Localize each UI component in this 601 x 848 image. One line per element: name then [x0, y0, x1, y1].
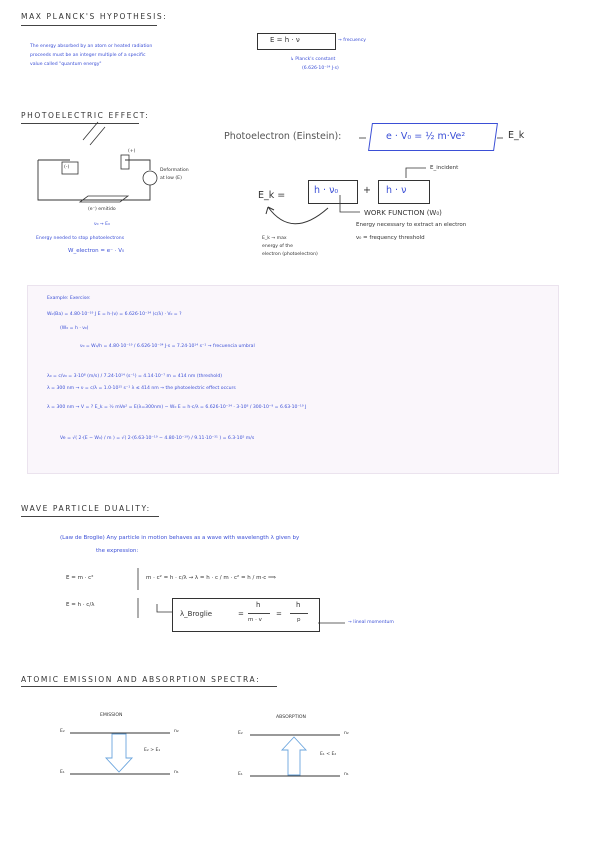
ek-label: E_k — [508, 130, 525, 141]
frac-h-1: h — [256, 601, 261, 609]
work-function-desc: Energy necessary to extract an electron — [356, 222, 467, 228]
frac-bar — [248, 613, 270, 614]
absorption-relation: E₁ < E₂ — [320, 752, 337, 757]
momentum-note: → lineal momentum — [348, 620, 394, 625]
emission-relation: E₂ > E₁ — [144, 748, 161, 753]
bottom-plate-label: (e⁻) emitido — [88, 207, 116, 212]
planck-constant-value: (6.626·10⁻³⁴ J·s) — [302, 66, 339, 71]
ek-note-3: electron (photoelectron) — [262, 252, 318, 257]
example-title: Example: Exercise: — [47, 296, 91, 301]
em-e1: E₁ — [60, 770, 65, 775]
frac-bar — [290, 613, 308, 614]
frac-mv: m · v — [248, 617, 262, 623]
heading-underline — [21, 516, 159, 517]
energy-stop-note: Energy needed to stop photoelectrons — [36, 236, 125, 241]
lamp-note-2: at low (E) — [160, 176, 182, 181]
hv0-term: h · ν₀ — [314, 185, 339, 196]
plus-sign: + — [363, 185, 371, 196]
emission-label: EMISSION — [100, 713, 123, 718]
heading-photoelectric: PHOTOELECTRIC EFFECT: — [21, 111, 150, 120]
ab-n2: n₂ — [344, 731, 349, 736]
einstein-formula: e · V₀ = ½ m·Ve² — [386, 131, 466, 142]
em-e2: E₂ — [60, 729, 65, 734]
lambda-broglie: λ_Broglie — [180, 610, 213, 618]
photon-energy: E = h · c/λ — [66, 602, 95, 608]
ek-note-1: E_k → max — [262, 236, 287, 241]
em-n2: n₂ — [174, 729, 179, 734]
frac-p: p — [297, 617, 301, 623]
equals-1: = — [238, 610, 244, 618]
absorption-label: ABSORPTION — [276, 715, 306, 720]
planck-constant-note: ↳ Planck's constant — [290, 57, 336, 62]
heading-spectra: ATOMIC EMISSION AND ABSORPTION SPECTRA: — [21, 675, 261, 684]
example-line-1: W₀(Ba) = 4.80·10⁻¹⁹ J E = h·(ν) = 6.626·10⁻³⁴ (c/λ) · V₀ = ? — [47, 312, 182, 317]
frequency-note: → frecuency — [338, 38, 366, 43]
heading-underline — [21, 686, 277, 687]
ek-note-2: energy of the — [262, 244, 293, 249]
example-line-5: λ = 300 nm → ν = c/λ = 1.0·10¹⁵ s⁻¹ λ ≤ 414 nm → the photoelectric effect occurs — [47, 386, 236, 391]
hv-term: h · ν — [386, 185, 407, 196]
work-function-label: WORK FUNCTION (W₀) — [364, 209, 442, 217]
planck-text-3: value called "quantum energy" — [30, 62, 102, 67]
equals-2: = — [276, 610, 282, 618]
ab-n1: n₁ — [344, 772, 349, 777]
example-line-4: λ₀ = c/ν₀ = 3·10⁸ (m/s) / 7.24·10¹⁴ (s⁻¹) = 4.14·10⁻⁷ m = 414 nm (threshold) — [47, 374, 223, 379]
example-line-7: Ve = √( 2·(E − W₀) / m ) = √( 2·(6.63·10⁻¹⁹ − 4.80·10⁻¹⁹) / 9.11·10⁻³¹ ) = 6.3·10⁵ m/s — [60, 436, 255, 441]
debroglie-line-2: the expression: — [96, 548, 139, 554]
em-n1: n₁ — [174, 770, 179, 775]
minus-label: (-) — [64, 165, 70, 170]
heading-wave-particle: WAVE PARTICLE DUALITY: — [21, 504, 151, 513]
example-line-3: ν₀ = W₀/h = 4.80·10⁻¹⁹ / 6.626·10⁻³⁴ J·s = 7.24·10¹⁴ s⁻¹ → frecuencia umbral — [80, 344, 255, 349]
planck-text-1: The energy absorbed by an atom or heated radiation — [30, 44, 153, 49]
einstein-mass: E = m · c² — [66, 575, 94, 581]
example-line-6: λ = 300 nm → V = ? E_k = ½ mVe² = E(λ=300nm) − W₀ E = h·c/λ = 6.626·10⁻³⁴ · 3·10⁸ / 300·10⁻⁹ = 6.63·10⁻¹⁹ J — [47, 405, 307, 410]
einstein-label: Photoelectron (Einstein): — [224, 131, 342, 142]
ab-e1: E₁ — [238, 772, 243, 777]
threshold-label: ν₀ → E₀ — [94, 222, 110, 227]
debroglie-derivation: m · c² = h · c/λ → λ = h · c / m · c² = h / m·c ⟹ — [146, 575, 276, 581]
planck-text-2: proceeds must be an integer multiple of a specific — [30, 53, 146, 58]
energy-stop-formula: W_electron = e⁻ · V₀ — [68, 248, 125, 254]
lamp-note-1: Deformation — [160, 168, 189, 173]
plus-label: (+) — [128, 149, 136, 154]
ek-equation-label: E_k = — [258, 190, 286, 201]
threshold-desc: ν₀ = frequency threshold — [356, 235, 425, 241]
debroglie-line-1: (Law de Broglie) Any particle in motion behaves as a wave with wavelength λ given by — [60, 535, 300, 541]
e-incident-label: E_incident — [430, 165, 459, 171]
frac-h-2: h — [296, 601, 301, 609]
planck-formula: E = h · ν — [270, 36, 300, 44]
ab-e2: E₂ — [238, 731, 243, 736]
example-line-2: (W₀ = h · ν₀) — [60, 326, 89, 331]
heading-planck: MAX PLANCK'S HYPOTHESIS: — [21, 12, 168, 21]
